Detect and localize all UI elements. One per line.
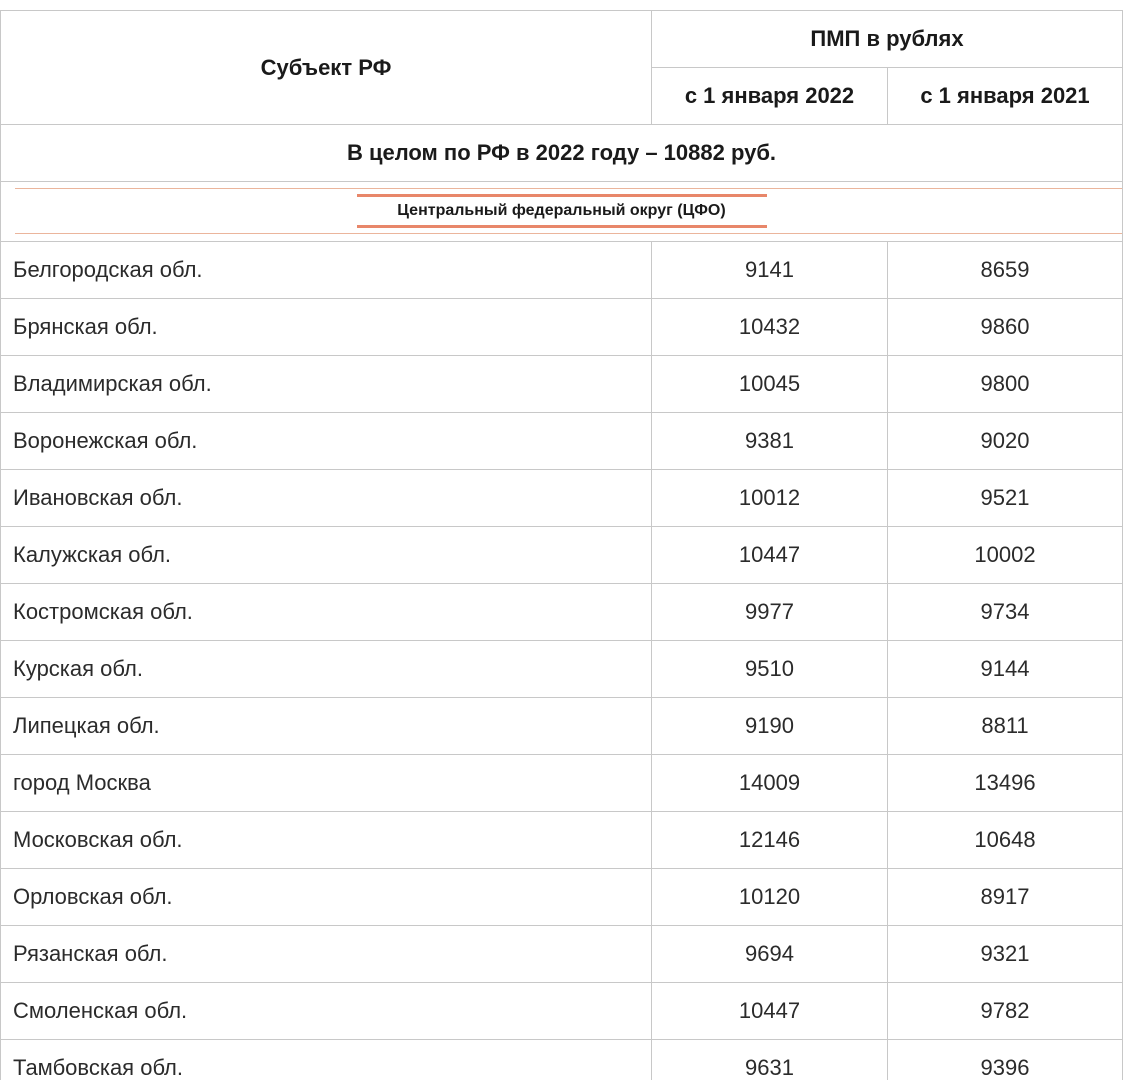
table-row (1, 983, 1123, 1040)
value-2021-cell: 8811 (888, 698, 1123, 755)
value-2021-cell: 9144 (888, 641, 1123, 698)
region-name-cell: Липецкая обл. (1, 698, 652, 755)
header-subject: Субъект РФ (1, 11, 652, 125)
value-2021-cell: 10648 (888, 812, 1123, 869)
value-2022-cell: 9510 (652, 641, 888, 698)
table-row (1, 641, 1123, 698)
pmp-table (0, 10, 1123, 1080)
header-pmp-group: ПМП в рублях (652, 11, 1123, 68)
region-name-cell: Брянская обл. (1, 299, 652, 356)
value-2022-cell: 9141 (652, 242, 888, 299)
table-row (1, 926, 1123, 983)
value-2022-cell: 9190 (652, 698, 888, 755)
value-2021-cell: 9800 (888, 356, 1123, 413)
header-col-2022: с 1 января 2022 (652, 68, 888, 125)
region-name-cell: Белгородская обл. (1, 242, 652, 299)
value-2021-cell: 9860 (888, 299, 1123, 356)
value-2021-cell: 13496 (888, 755, 1123, 812)
value-2022-cell: 9694 (652, 926, 888, 983)
value-2022-cell: 10447 (652, 983, 888, 1040)
district-row (1, 182, 1123, 242)
table-row (1, 299, 1123, 356)
header-col-2021: с 1 января 2021 (888, 68, 1123, 125)
region-name-cell: Ивановская обл. (1, 470, 652, 527)
value-2021-cell: 9521 (888, 470, 1123, 527)
district-label: Центральный федеральный округ (ЦФО) (357, 194, 767, 228)
value-2022-cell: 10120 (652, 869, 888, 926)
table-row (1, 812, 1123, 869)
table-row (1, 470, 1123, 527)
value-2022-cell: 9977 (652, 584, 888, 641)
value-2022-cell: 10432 (652, 299, 888, 356)
value-2021-cell: 8659 (888, 242, 1123, 299)
value-2022-cell: 9631 (652, 1040, 888, 1080)
table-row (1, 755, 1123, 812)
value-2021-cell: 8917 (888, 869, 1123, 926)
value-2022-cell: 14009 (652, 755, 888, 812)
table-row (1, 527, 1123, 584)
district-divider-top (15, 188, 1122, 189)
region-name-cell: Воронежская обл. (1, 413, 652, 470)
value-2022-cell: 10045 (652, 356, 888, 413)
value-2021-cell: 9734 (888, 584, 1123, 641)
table-header (1, 11, 1123, 125)
value-2021-cell: 9782 (888, 983, 1123, 1040)
value-2022-cell: 10447 (652, 527, 888, 584)
region-name-cell: Тамбовская обл. (1, 1040, 652, 1080)
region-name-cell: Орловская обл. (1, 869, 652, 926)
region-name-cell: Рязанская обл. (1, 926, 652, 983)
value-2021-cell: 10002 (888, 527, 1123, 584)
table-row (1, 584, 1123, 641)
region-name-cell: Смоленская обл. (1, 983, 652, 1040)
value-2021-cell: 9020 (888, 413, 1123, 470)
value-2022-cell: 12146 (652, 812, 888, 869)
value-2021-cell: 9321 (888, 926, 1123, 983)
table-row (1, 1040, 1123, 1080)
table-row (1, 413, 1123, 470)
region-name-cell: Владимирская обл. (1, 356, 652, 413)
value-2022-cell: 10012 (652, 470, 888, 527)
value-2022-cell: 9381 (652, 413, 888, 470)
value-2021-cell: 9396 (888, 1040, 1123, 1080)
region-name-cell: Калужская обл. (1, 527, 652, 584)
table-row (1, 869, 1123, 926)
region-name-cell: Костромская обл. (1, 584, 652, 641)
region-name-cell: Курская обл. (1, 641, 652, 698)
total-row: В целом по РФ в 2022 году – 10882 руб. (1, 125, 1123, 182)
table-row (1, 698, 1123, 755)
table-body (1, 125, 1123, 1080)
table-row (1, 242, 1123, 299)
region-name-cell: Московская обл. (1, 812, 652, 869)
table-row (1, 356, 1123, 413)
district-divider-bottom (15, 233, 1122, 234)
region-name-cell: город Москва (1, 755, 652, 812)
